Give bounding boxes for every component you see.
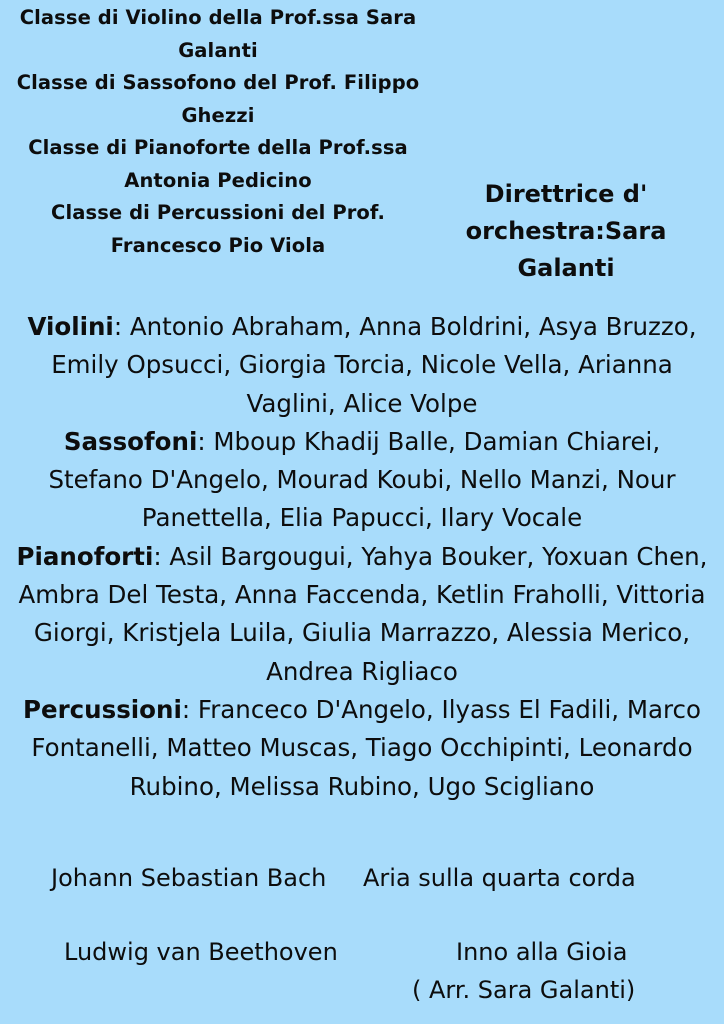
roster-text: : Mboup Khadij Balle, Damian Chiarei, (197, 426, 661, 456)
roster-text: : Asil Bargougui, Yahya Bouker, Yoxuan Chen, (153, 541, 708, 571)
section-title: Pianoforti (16, 541, 154, 571)
program-arrangement-note: ( Arr. Sara Galanti) (412, 976, 636, 1004)
program-composer: Ludwig van Beethoven (64, 938, 338, 966)
section-title: Sassofoni (63, 426, 198, 456)
class-line: Classe di Pianoforte della Prof.ssa (28, 136, 408, 159)
roster-line: Giorgi, Kristjela Luila, Giulia Marrazzo, Alessia Merico, (33, 618, 691, 648)
roster-text: : Antonio Abraham, Anna Boldrini, Asya Bruzzo, (113, 312, 697, 341)
roster-line: Panettella, Elia Papucci, Ilary Vocale (141, 503, 583, 533)
program-piece: Inno alla Gioia (456, 938, 628, 966)
program-composer: Johann Sebastian Bach (51, 864, 327, 892)
roster-line: Vaglini, Alice Volpe (246, 388, 478, 418)
conductor-line: Direttrice d' (484, 180, 648, 208)
roster-line: Emily Opsucci, Giorgia Torcia, Nicole Vella, Arianna (51, 350, 673, 380)
roster-line: Ambra Del Testa, Anna Faccenda, Ketlin Fraholli, Vittoria (18, 580, 706, 610)
roster-line: Andrea Rigliaco (266, 656, 458, 686)
class-line: Antonia Pedicino (124, 168, 312, 192)
section-title: Percussioni (23, 694, 182, 724)
roster-text: : Franceco D'Angelo, Ilyass El Fadili, Marco (181, 694, 701, 724)
program-piece: Aria sulla quarta corda (363, 864, 636, 892)
conductor-line: Galanti (517, 254, 615, 282)
class-line: Classe di Violino della Prof.ssa Sara (19, 6, 417, 29)
roster-line: Fontanelli, Matteo Muscas, Tiago Occhipinti, Leonardo (31, 733, 693, 763)
roster-line: Stefano D'Angelo, Mourad Koubi, Nello Manzi, Nour (48, 465, 676, 495)
class-line: Classe di Percussioni del Prof. (51, 201, 385, 224)
roster-line: Rubino, Melissa Rubino, Ugo Scigliano (129, 771, 595, 801)
class-line: Ghezzi (181, 103, 255, 127)
class-line: Galanti (178, 38, 258, 62)
class-line: Classe di Sassofono del Prof. Filippo (16, 71, 420, 94)
class-line: Francesco Pio Viola (110, 233, 326, 257)
section-title: Violini (27, 312, 114, 341)
conductor-line: orchestra:Sara (465, 217, 667, 245)
